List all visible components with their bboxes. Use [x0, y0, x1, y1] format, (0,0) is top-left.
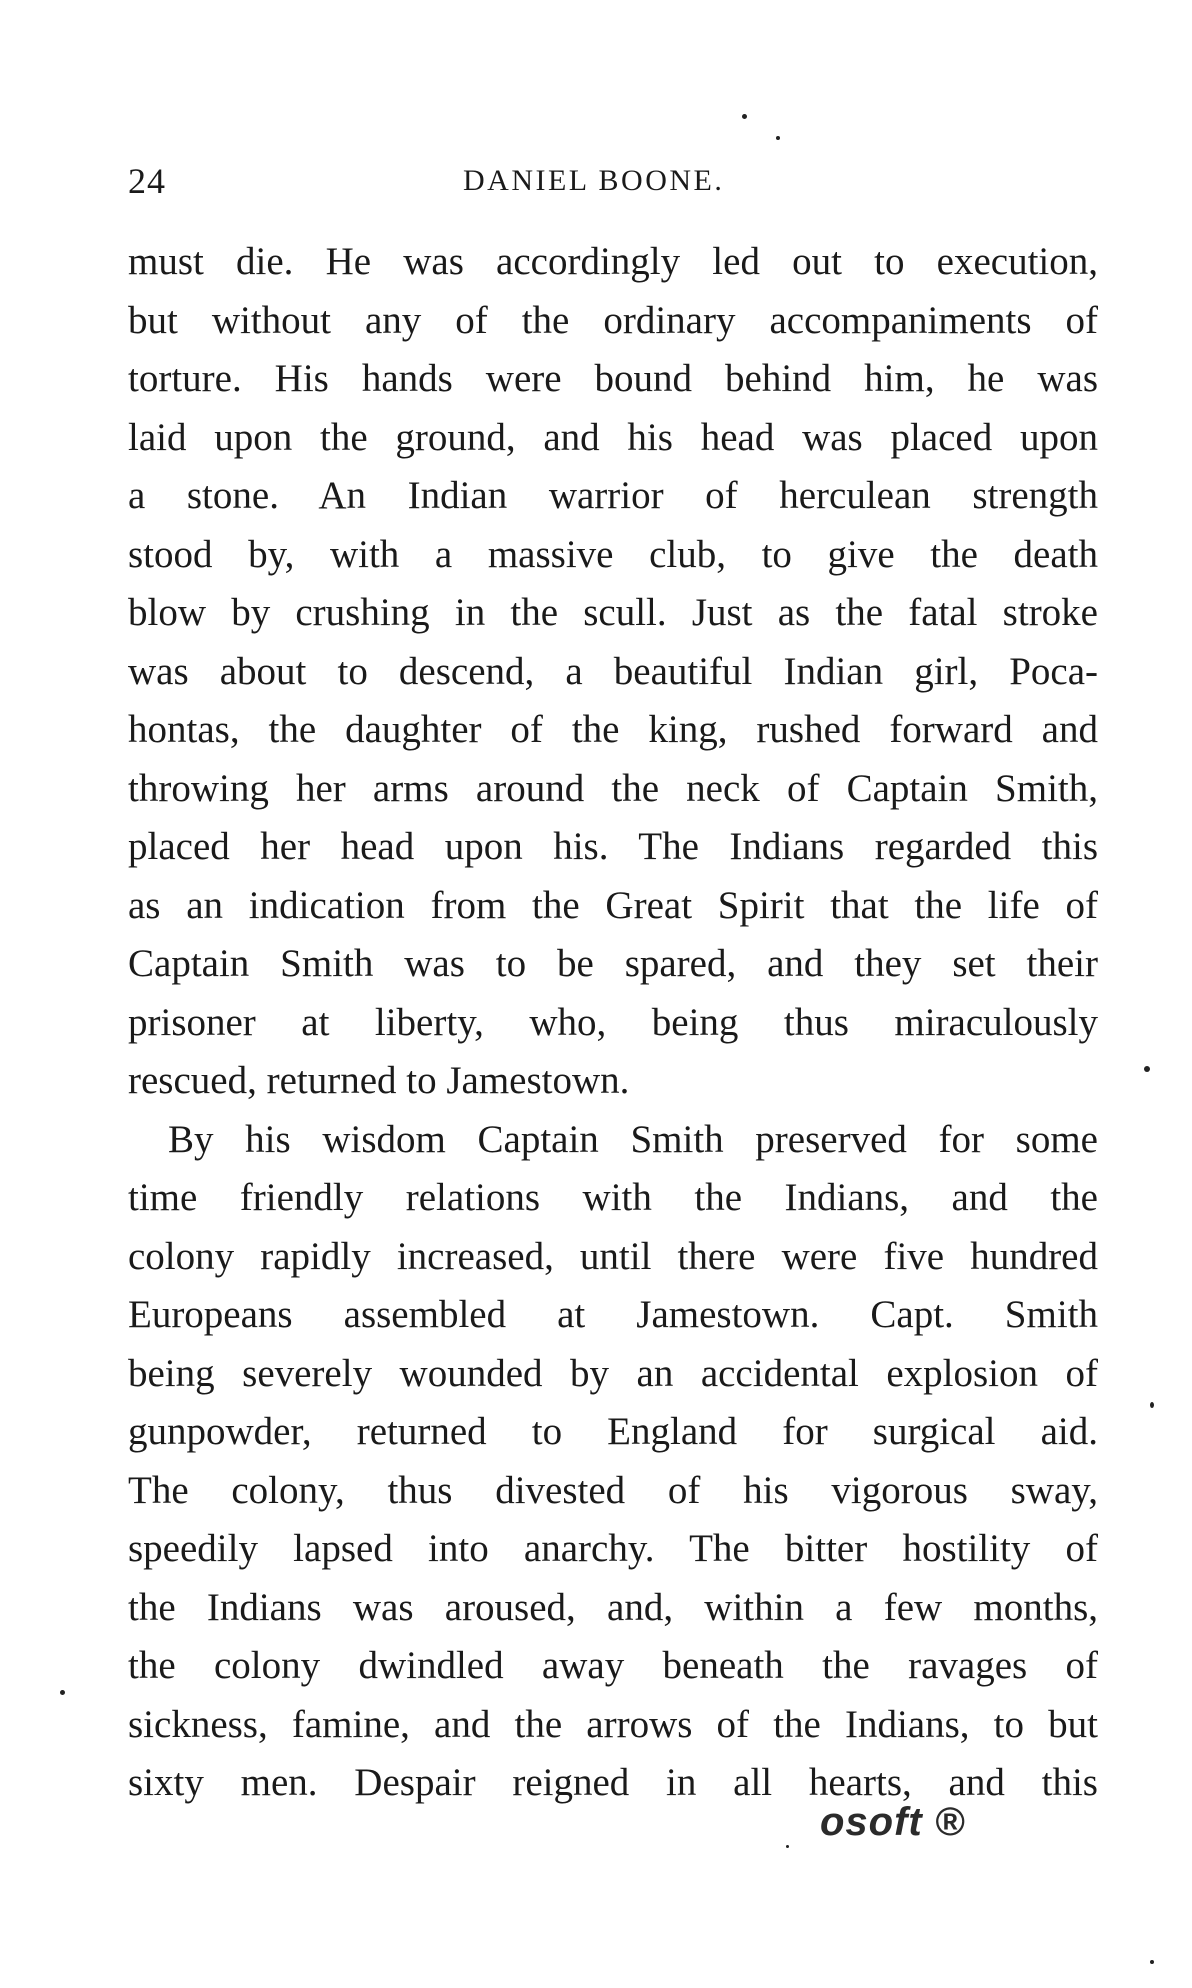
text-line: but without any of the ordinary accompaniments of: [128, 298, 1098, 342]
text-line: the Indians was aroused, and, within a few months,: [128, 1585, 1098, 1629]
text-line: placed her head upon his. The Indians regarded this: [128, 825, 1098, 868]
text-line: as an indication from the Great Spirit that the life of: [128, 883, 1098, 927]
text-line: throwing her arms around the neck of Captain Smith,: [128, 766, 1098, 810]
text-line: time friendly relations with the Indians, and the: [128, 1176, 1098, 1219]
text-line: speedily lapsed into anarchy. The bitter hostility of: [128, 1527, 1098, 1570]
text-line: prisoner at liberty, who, being thus miraculously: [128, 1000, 1098, 1044]
text-line: colony rapidly increased, until there were five hundred: [128, 1234, 1098, 1278]
body-text: [128, 233, 1098, 1813]
scan-speck: [786, 1845, 789, 1848]
scan-speck: [1150, 1960, 1154, 1964]
scan-speck: [1150, 1402, 1154, 1408]
text-line: The colony, thus divested of his vigorous sway,: [128, 1468, 1098, 1512]
text-line: must die. He was accordingly led out to execution,: [128, 240, 1098, 283]
paragraph-2: [128, 1111, 1098, 1813]
page-number: 24: [128, 161, 166, 201]
text-line: rescued, returned to Jamestown.: [128, 1059, 630, 1102]
text-line: laid upon the ground, and his head was placed upon: [128, 415, 1098, 459]
page-header: [128, 160, 1098, 210]
scan-speck: [776, 136, 780, 140]
text-line: being severely wounded by an accidental explosion of: [128, 1351, 1098, 1395]
text-line: torture. His hands were bound behind him, he was: [128, 357, 1098, 400]
text-line: By his wisdom Captain Smith preserved for some: [168, 1117, 1098, 1161]
text-line: Europeans assembled at Jamestown. Capt. Smith: [128, 1293, 1098, 1336]
text-line: sickness, famine, and the arrows of the Indians, to but: [128, 1702, 1098, 1746]
text-line: the colony dwindled away beneath the ravages of: [128, 1644, 1098, 1687]
text-line: was about to descend, a beautiful Indian girl, Poca-: [128, 649, 1098, 693]
scan-speck: [1144, 1066, 1150, 1072]
text-line: a stone. An Indian warrior of herculean strength: [128, 474, 1098, 517]
scan-speck: [60, 1690, 65, 1695]
scan-speck: [742, 114, 747, 119]
paragraph-1: [128, 233, 1098, 1111]
running-title: DANIEL BOONE.: [463, 164, 725, 197]
text-line: Captain Smith was to be spared, and they set their: [128, 942, 1098, 985]
text-line: hontas, the daughter of the king, rushed forward and: [128, 708, 1098, 751]
text-line: stood by, with a massive club, to give the death: [128, 532, 1098, 576]
text-line: blow by crushing in the scull. Just as the fatal stroke: [128, 591, 1098, 634]
text-line: gunpowder, returned to England for surgical aid.: [128, 1410, 1098, 1453]
text-line: sixty men. Despair reigned in all hearts, and this: [128, 1761, 1098, 1804]
digitizer-watermark: osoft ®: [820, 1800, 966, 1844]
